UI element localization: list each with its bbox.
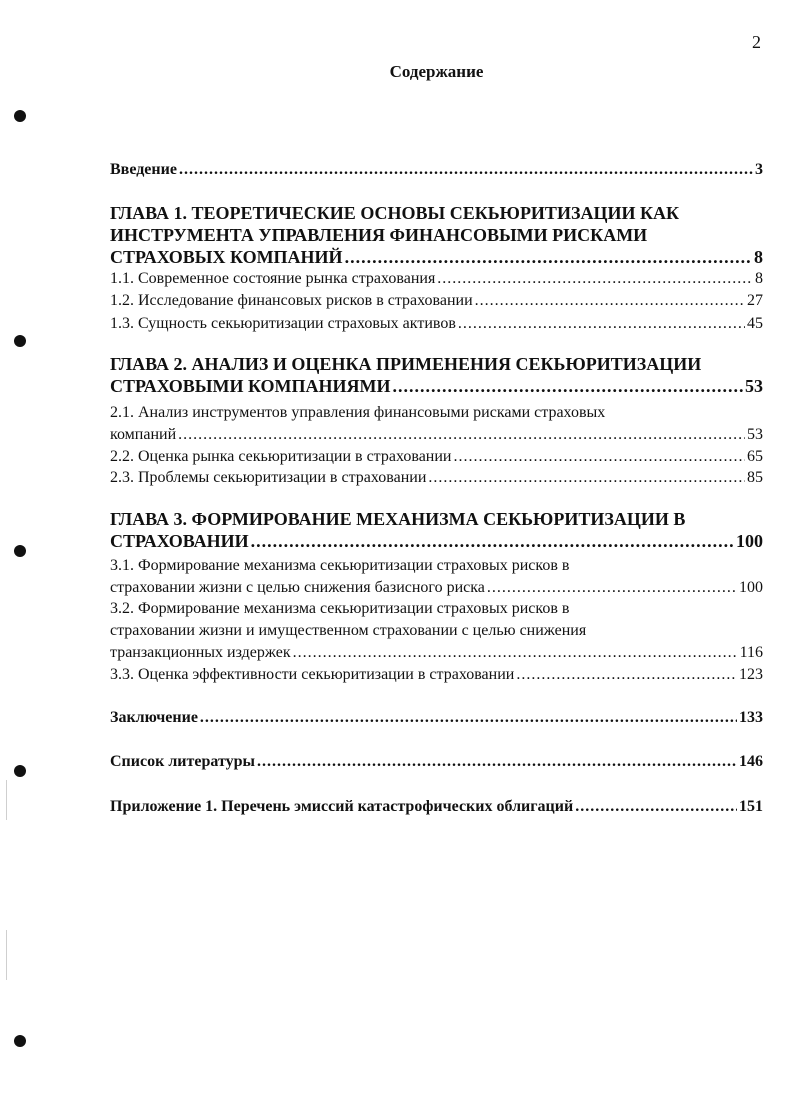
toc-entry-text: СТРАХОВЫМИ КОМПАНИЯМИ [110,376,391,396]
toc-page-number: 116 [739,644,763,661]
toc-page-number: 45 [747,315,763,332]
toc-entry-text: 1.2. Исследование финансовых рисков в страховании [110,292,473,309]
toc-entry-text: компаний [110,426,177,443]
toc-entry-text: 3.1. Формирование механизма секьюритизации страховых рисков в [110,557,570,574]
toc-entry-text: страховании жизни и имущественном страховании с целью снижения [110,622,587,639]
toc-entry-section[interactable] [110,598,763,664]
toc-page-number: 8 [755,270,763,287]
dot-leader [475,290,745,312]
dot-leader [178,424,745,446]
dot-leader [458,313,745,335]
toc-entry-text: СТРАХОВЫХ КОМПАНИЙ [110,247,343,267]
toc-entry-text: Список литературы [110,753,255,770]
toc-page-number: 123 [739,666,763,683]
toc-entry-section[interactable] [110,290,763,312]
dot-leader [575,797,737,817]
toc-entry-intro[interactable] [110,752,763,772]
toc-entry-section[interactable] [110,446,763,468]
toc-page-number: 53 [747,426,763,443]
toc-entry-section[interactable] [110,664,763,686]
toc-entry-text: 2.1. Анализ инструментов управления финансовыми рисками страховых [110,404,606,421]
binder-hole-mark [14,1035,26,1047]
toc-entry-text: ГЛАВА 3. ФОРМИРОВАНИЕ МЕХАНИЗМА СЕКЬЮРИТИЗАЦИИ В [110,509,686,529]
toc-entry-text: Введение [110,161,177,178]
binder-hole-mark [14,765,26,777]
toc-entry-section[interactable] [110,402,763,446]
toc-page-number: 100 [736,531,763,551]
toc-entry-text: 3.2. Формирование механизма секьюритизации страховых рисков в [110,600,570,617]
toc-entry-text: 2.3. Проблемы секьюритизации в страховании [110,469,427,486]
toc-entry-text: ГЛАВА 2. АНАЛИЗ И ОЦЕНКА ПРИМЕНЕНИЯ СЕКЬЮРИТИЗАЦИИ [110,354,702,374]
dot-leader [345,246,752,268]
dot-leader [393,375,743,397]
toc-entry-intro[interactable] [110,708,763,728]
dot-leader [516,664,737,686]
toc-entry-chapter[interactable] [110,202,763,268]
binder-hole-mark [14,110,26,122]
toc-entry-section[interactable] [110,313,763,335]
toc-entry-text: 1.3. Сущность секьюритизации страховых активов [110,315,456,332]
binder-hole-mark [14,335,26,347]
toc-page-number: 85 [747,469,763,486]
toc-entry-text: Приложение 1. Перечень эмиссий катастрофических облигаций [110,798,574,815]
page-number: 2 [752,32,761,52]
dot-leader [257,752,737,772]
dot-leader [487,577,737,599]
toc-entry-text: 1.1. Современное состояние рынка страхования [110,270,436,287]
dot-leader [428,467,745,489]
toc-entry-intro[interactable] [110,797,763,817]
toc-page-number: 3 [755,161,763,178]
toc-entry-section[interactable] [110,268,763,290]
scan-edge-noise [6,780,7,820]
toc-entry-section[interactable] [110,555,763,599]
dot-leader [179,160,753,180]
toc-entry-text: ГЛАВА 1. ТЕОРЕТИЧЕСКИЕ ОСНОВЫ СЕКЬЮРИТИЗАЦИИ КАК [110,203,680,223]
toc-page-number: 100 [739,579,763,596]
dot-leader [453,446,745,468]
toc-page-number: 133 [739,709,763,726]
toc-page-number: 27 [747,292,763,309]
toc-entry-text: Заключение [110,709,198,726]
toc-entry-text: 3.3. Оценка эффективности секьюритизации в страховании [110,666,515,683]
dot-leader [293,642,738,664]
toc-page-number: 8 [754,247,763,267]
page-title: Содержание [389,62,484,81]
toc-entry-chapter[interactable] [110,508,763,552]
toc-entry-text: страховании жизни с целью снижения базисного риска [110,579,485,596]
dot-leader [437,268,753,290]
toc-page-number: 65 [747,448,763,465]
dot-leader [200,708,737,728]
toc-entry-chapter[interactable] [110,353,763,397]
toc-entry-text: транзакционных издержек [110,644,291,661]
toc-page-number: 146 [739,753,763,770]
toc-entry-section[interactable] [110,467,763,489]
toc-page-number: 53 [745,376,763,396]
dot-leader [251,530,734,552]
toc-entry-text: 2.2. Оценка рынка секьюритизации в страховании [110,448,452,465]
toc-entry-text: СТРАХОВАНИИ [110,531,249,551]
toc-entry-text: ИНСТРУМЕНТА УПРАВЛЕНИЯ ФИНАНСОВЫМИ РИСКАМИ [110,225,648,245]
toc-entry-intro[interactable] [110,160,763,180]
scan-edge-noise [6,930,7,980]
binder-hole-mark [14,545,26,557]
toc-page-number: 151 [739,798,763,815]
